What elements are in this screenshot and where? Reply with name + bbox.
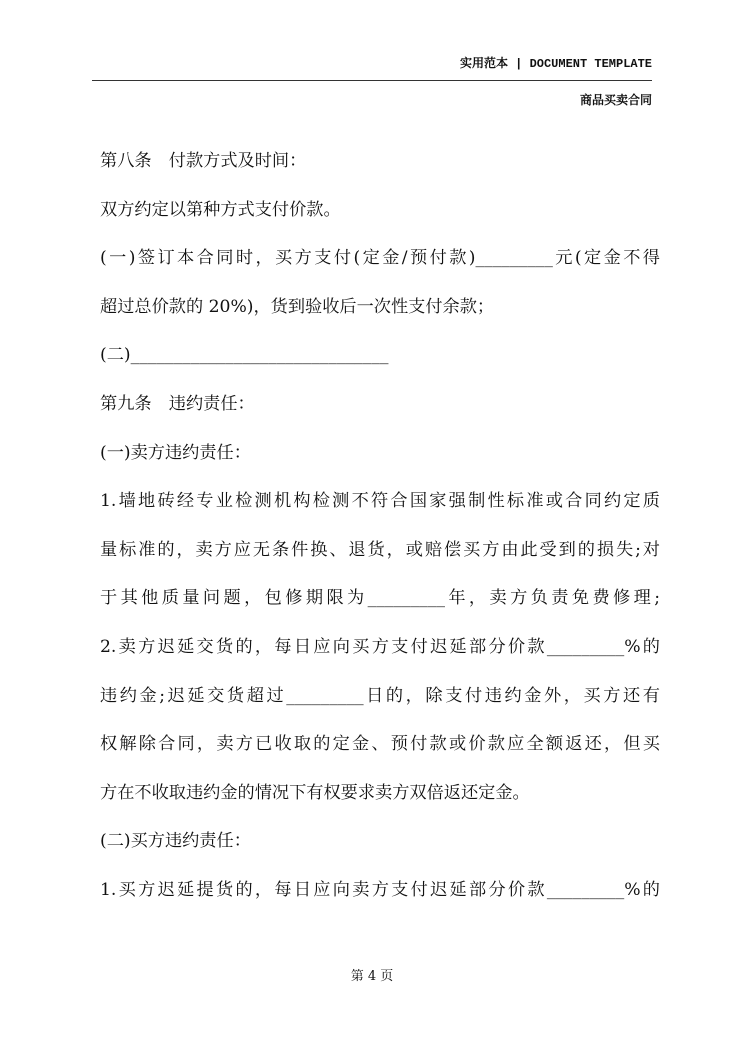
paragraph-line: 权解除合同，卖方已收取的定金、预付款或价款应全额返还，但买 bbox=[100, 734, 660, 755]
page-number: 第 4 页 bbox=[350, 969, 394, 984]
paragraph-line: 于其他质量问题，包修期限为_________年，卖方负责免费修理; bbox=[100, 588, 660, 609]
header-title: 实用范本 | DOCUMENT TEMPLATE bbox=[459, 57, 652, 71]
paragraph-line: 双方约定以第种方式支付价款。 bbox=[100, 199, 341, 220]
paragraph-line: (一)签订本合同时，买方支付(定金/预付款)_________元(定金不得 bbox=[100, 248, 660, 269]
article-9-heading: 第九条 违约责任： bbox=[100, 393, 255, 414]
section-heading: (一)卖方违约责任： bbox=[100, 442, 251, 463]
header-subtitle: 商品买卖合同 bbox=[579, 93, 652, 107]
paragraph-line: 1.买方迟延提货的，每日应向卖方支付迟延部分价款_________%的 bbox=[100, 879, 660, 900]
paragraph-line: 1.墙地砖经专业检测机构检测不符合国家强制性标准或合同约定质 bbox=[100, 491, 660, 512]
header-divider bbox=[92, 80, 652, 81]
section-heading: (二)买方违约责任： bbox=[100, 831, 251, 852]
paragraph-line: 量标准的，卖方应无条件换、退货，或赔偿买方由此受到的损失;对 bbox=[100, 539, 660, 560]
paragraph-line: 方在不收取违约金的情况下有权要求卖方双倍返还定金。 bbox=[100, 782, 530, 803]
paragraph-line: 2.卖方迟延交货的，每日应向买方支付迟延部分价款_________%的 bbox=[100, 636, 660, 657]
paragraph-line: 违约金;迟延交货超过_________日的，除支付违约金外，买方还有 bbox=[100, 685, 660, 706]
article-8-heading: 第八条 付款方式及时间： bbox=[100, 151, 307, 171]
document-body bbox=[100, 137, 660, 915]
paragraph-line: (二)______________________________ bbox=[100, 345, 389, 366]
paragraph-line: 超过总价款的 20%)，货到验收后一次性支付余款； bbox=[100, 296, 495, 317]
